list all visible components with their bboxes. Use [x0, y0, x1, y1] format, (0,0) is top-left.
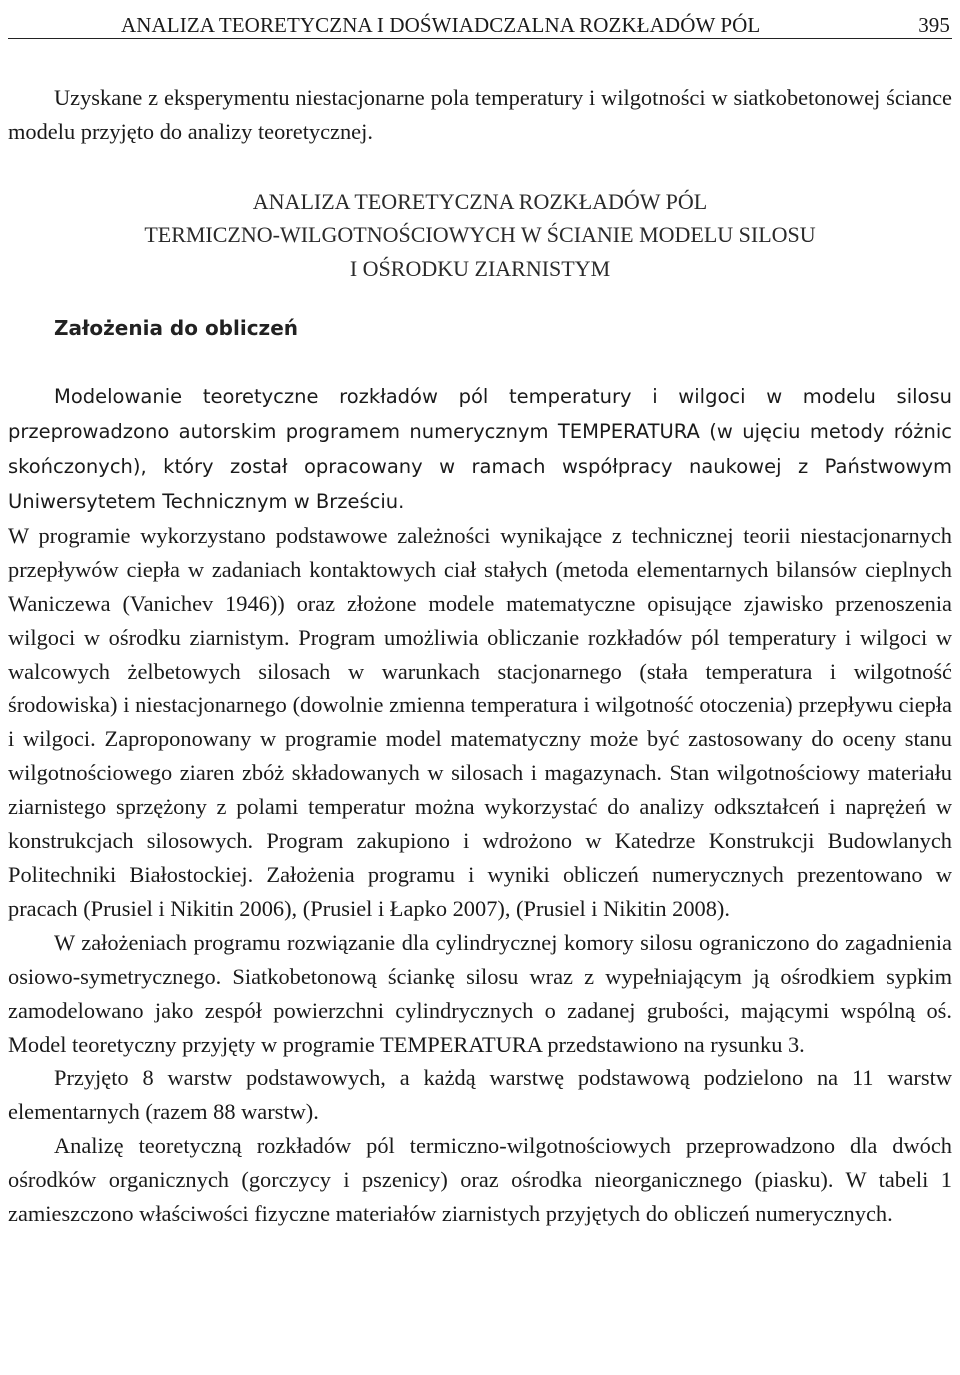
intro-paragraph: Uzyskane z eksperymentu niestacjonarne pola temperatury i wilgotności w siatkobetonowej ściance modelu przyjęto do analizy teoretycznej.: [8, 85, 952, 144]
section-title-line-1: ANALIZA TEORETYCZNA ROZKŁADÓW PÓL: [252, 188, 708, 214]
section-title: [8, 185, 952, 286]
paragraph-4: Analizę teoretyczną rozkładów pól termiczno-wilgotnościowych przeprowadzono dla dwóch ośrodków organicznych (gorczycy i pszenicy) oraz ośrodka nieorganicznego (piasku). W tabeli 1 zamieszczono właściwości fizyczne materiałów ziarnistych przyjętych do obliczeń numerycznych.: [8, 1133, 952, 1227]
section-title-line-3: I OŚRODKU ZIARNISTYM: [349, 255, 611, 281]
subheading: Założenia do obliczeń: [54, 316, 299, 341]
page-number: 395: [918, 13, 950, 37]
running-title: ANALIZA TEORETYCZNA I DOŚWIADCZALNA ROZKŁADÓW PÓL: [121, 13, 761, 37]
paragraph-3: Przyjęto 8 warstw podstawowych, a każdą warstwę podstawową podzielono na 11 warstw elementarnych (razem 88 warstw).: [8, 1065, 952, 1125]
paragraph-2: W założeniach programu rozwiązanie dla cylindrycznej komory silosu ograniczono do zagadnienia osiowo-symetrycznego. Siatkobetonową ściankę silosu wraz z wypełniającym ją ośrodkiem sypkim zamodelowano jako zespół powierzchni cylindrycznych o zadanej grubości, mającymi wspólną oś. Model teoretyczny przyjęty w programie TEMPERATURA przedstawiono na rysunku 3.: [8, 929, 952, 1057]
document-page: [8, 0, 952, 1231]
section-title-line-2: TERMICZNO-WILGOTNOŚCIOWYCH W ŚCIANIE MODELU SILOSU: [144, 222, 816, 248]
paragraph-1-serif-part: W programie wykorzystano podstawowe zależności wynikające z technicznej teorii niestacjonarnych przepływów ciepła w zadaniach kontaktowych ciał stałych (metoda elementarnych bilansów cieplnych Waniczewa (Vanichev 1946)) oraz złożone modele matematyczne opisujące zjawisko przenoszenia wilgoci w ośrodku ziarnistym. Program umożliwia obliczanie rozkładów pól temperatury i wilgoci w walcowych żelbetowych silosach w warunkach stacjonarnego (stała temperatura i wilgotność środowiska) i niestacjonarnego (dowolnie zmienna temperatura i wilgotność otoczenia) przepływu ciepła i wilgoci. Zaproponowany w programie model matematyczny może być zastosowany do oceny stanu wilgotnościowego ziaren zbóż składowanych w silosach i magazynach. Stan wilgotnościowy materiału ziarnistego sprzężony z polami temperatur można wykorzystać do analizy odkształceń i naprężeń w konstrukcjach silosowych. Program zakupiono i wdrożono w Katedrze Konstrukcji Budowlanych Politechniki Białostockiej. Założenia programu i wyniki obliczeń numerycznych prezentowano w pracach (Prusiel i Nikitin 2006), (Prusiel i Łapko 2007), (Prusiel i Nikitin 2008).: [8, 522, 952, 921]
paragraph-1-sans-part: Modelowanie teoretyczne rozkładów pól temperatury i wilgoci w modelu silosu przeprowadzono autorskim programem numerycznym TEMPERATURA (w ujęciu metody różnic skończonych), który został opracowany w ramach współpracy naukowej z Państwowym Uniwersytetem Technicznym w Brześciu.: [8, 385, 952, 514]
running-header: [8, 0, 952, 39]
paragraph-1: [8, 379, 952, 926]
